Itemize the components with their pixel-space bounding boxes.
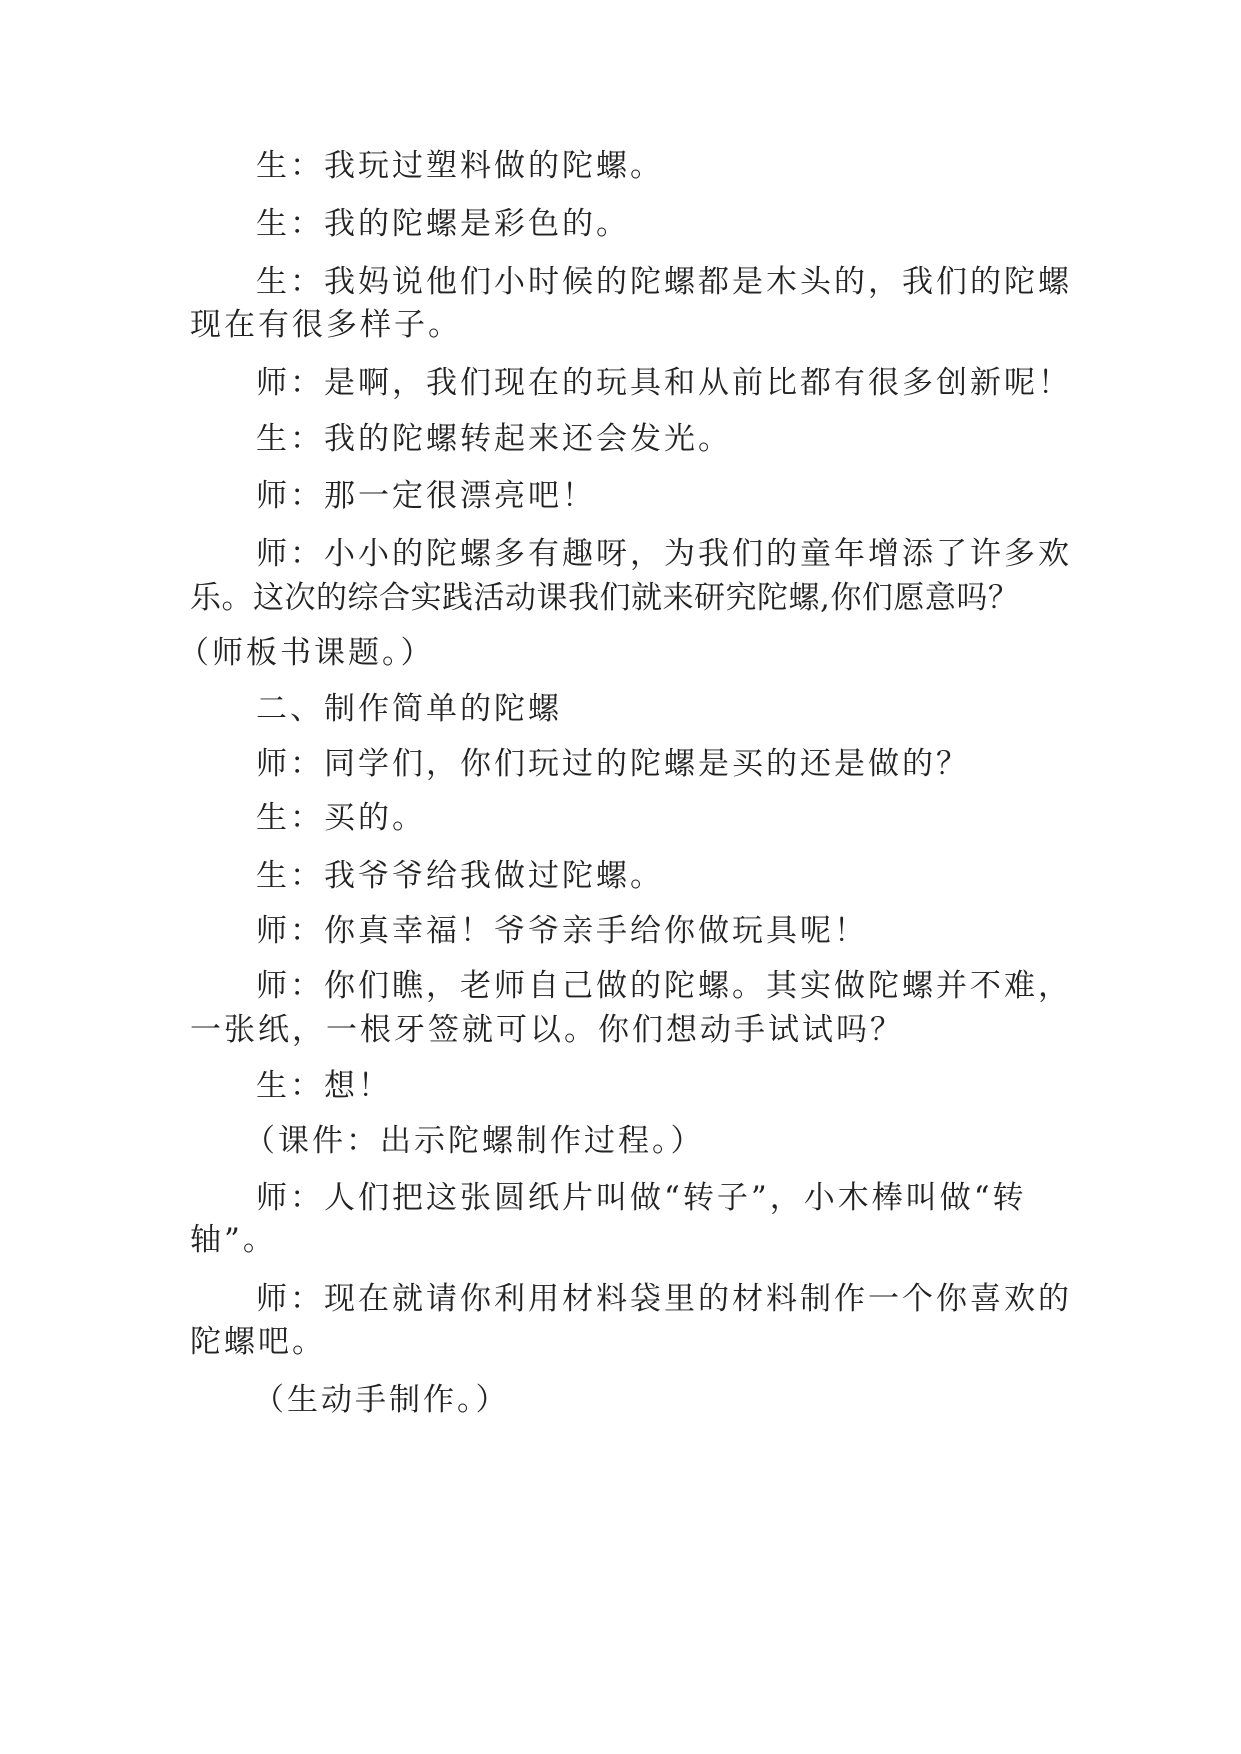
text-line: 生：买的。 [256,800,426,836]
text-line: 生：想！ [256,1068,392,1104]
text-line: 师：同学们，你们玩过的陀螺是买的还是做的？ [256,746,970,782]
text-line: 师：现在就请你利用材料袋里的材料制作一个你喜欢的 [256,1281,1072,1317]
text-line: 师：那一定很漂亮吧！ [256,478,596,514]
text-line: 陀螺吧。 [190,1324,326,1360]
text-line: 生：我爷爷给我做过陀螺。 [256,858,664,894]
text-line: 现在有很多样子。 [190,307,462,343]
text-line: （课件：出示陀螺制作过程。） [244,1123,705,1159]
text-line: 师：人们把这张圆纸片叫做“转子”，小木棒叫做“转 [256,1180,1027,1216]
text-line: 师：是啊，我们现在的玩具和从前比都有很多创新呢！ [256,365,1072,401]
text-line: 一张纸，一根牙签就可以。你们想动手试试吗？ [190,1012,904,1048]
text-line: （师板书课题。） [178,635,435,671]
text-line: 轴”。 [190,1222,277,1258]
text-line: 生：我玩过塑料做的陀螺。 [256,148,664,184]
section-heading: 二、制作简单的陀螺 [256,691,562,727]
text-line: （生动手制作。） [253,1382,510,1418]
text-line: 师：你们瞧，老师自己做的陀螺。其实做陀螺并不难， [256,968,1072,1004]
text-line: 师：你真幸福！爷爷亲手给你做玩具呢！ [256,913,868,949]
text-line: 生：我的陀螺转起来还会发光。 [256,421,732,457]
text-line: 生：我妈说他们小时候的陀螺都是木头的，我们的陀螺 [256,264,1072,300]
text-line: 师：小小的陀螺多有趣呀，为我们的童年增添了许多欢 [256,536,1072,572]
text-line: 乐。这次的综合实践活动课我们就来研究陀螺,你们愿意吗？ [190,580,1020,616]
text-line: 生：我的陀螺是彩色的。 [256,206,630,242]
